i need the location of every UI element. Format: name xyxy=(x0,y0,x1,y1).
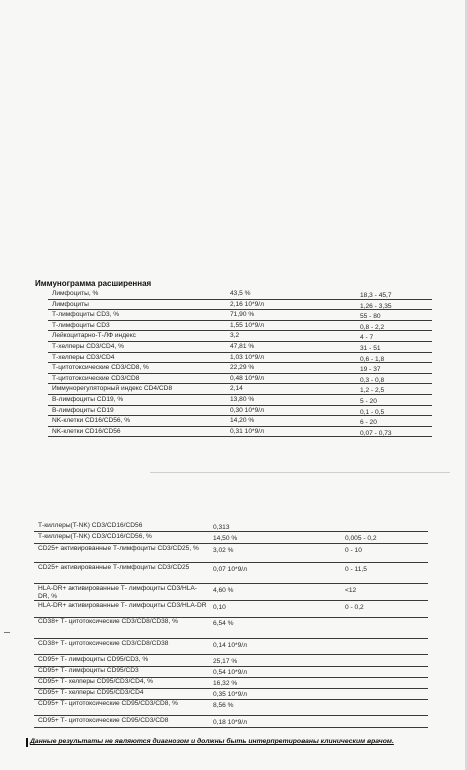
parameter-value: 0,18 10*9/л xyxy=(213,719,247,726)
row-rule xyxy=(48,362,432,363)
parameter-value: 6,54 % xyxy=(213,620,234,627)
reference-range: 55 - 80 xyxy=(360,313,381,321)
parameter-value: 0,14 10*9/л xyxy=(213,642,247,649)
parameter-name: В-лимфоциты CD19 xyxy=(52,406,114,414)
row-rule xyxy=(48,405,432,406)
disclaimer: Данные результаты не являются диагнозом и должны быть интерпретированы клиническим врачом. xyxy=(30,738,394,745)
row-rule xyxy=(48,426,432,427)
parameter-name: Т-хелперы CD3/CD4, % xyxy=(52,343,124,350)
parameter-value: 0,30 10*9/л xyxy=(230,406,264,414)
parameter-name: Т-лимфоциты CD3, % xyxy=(52,311,120,319)
parameter-name: HLA-DR+ активированные Т- лимфоциты CD3/HLA-DR xyxy=(38,602,207,609)
reference-range: 0 - 0,2 xyxy=(345,604,364,611)
parameter-name: NK-клетки CD16/CD56, % xyxy=(52,417,131,425)
reference-range: 0 - 10 xyxy=(345,547,362,554)
parameter-name: Т-лимфоциты CD3 xyxy=(52,321,110,329)
row-rule xyxy=(34,531,428,532)
row-rule xyxy=(48,373,432,374)
parameter-value: 0,10 xyxy=(213,604,226,611)
parameter-name: CD25+ активированные Т-лимфоциты CD3/CD25 xyxy=(38,564,190,571)
parameter-value: 8,56 % xyxy=(213,702,234,709)
reference-range: 31 - 51 xyxy=(360,345,381,352)
parameter-name: CD95+ Т- лимфоциты CD95/CD3 xyxy=(38,667,139,674)
parameter-value: 2,14 xyxy=(230,385,243,393)
reference-range: 0,3 - 0,8 xyxy=(360,376,385,384)
parameter-name: CD95+ Т- цитотоксические CD95/CD3/CD8 xyxy=(38,717,169,724)
parameter-name: CD95+ Т- лимфоциты CD95/CD3, % xyxy=(38,656,149,663)
parameter-value: 0,313 xyxy=(213,524,230,531)
parameter-value: 22,29 % xyxy=(230,364,255,372)
parameter-value: 14,20 % xyxy=(230,417,255,425)
row-rule xyxy=(48,341,432,342)
row-rule xyxy=(48,352,432,353)
parameter-name: CD38+ Т- цитотоксические CD3/CD8/CD38, % xyxy=(38,618,178,625)
parameter-name: Лимфоциты xyxy=(52,300,89,308)
row-rule xyxy=(34,727,428,728)
reference-range: 0,6 - 1,8 xyxy=(360,355,385,363)
parameter-value: 71,90 % xyxy=(230,311,255,319)
row-rule xyxy=(48,436,432,437)
parameter-name: Иммунорегуляторный индекс CD4/CD8 xyxy=(52,385,173,393)
parameter-value: 16,32 % xyxy=(213,680,238,687)
parameter-name: Т-хелперы CD3/CD4 xyxy=(52,353,115,361)
reference-range: 18,3 - 45,7 xyxy=(360,292,392,299)
reference-range: 6 - 20 xyxy=(360,419,377,427)
parameter-name: Т-цитотоксические CD3/CD8, % xyxy=(52,364,149,372)
reference-range: 4 - 7 xyxy=(360,334,374,342)
reference-range: 1,26 - 3,35 xyxy=(360,302,392,310)
reference-range: 0,005 - 0,2 xyxy=(345,535,377,542)
reference-range: 0,1 - 0,5 xyxy=(360,408,385,416)
row-rule xyxy=(48,415,432,416)
parameter-name: HLA-DR+ активированные Т- лимфоциты CD3/HLA-DR, % xyxy=(38,585,198,600)
page-separator xyxy=(150,472,450,473)
row-rule xyxy=(48,299,432,300)
footer-marker xyxy=(26,738,28,747)
parameter-value: 1,55 10*9/л xyxy=(230,321,264,329)
parameter-name: CD25+ активированные Т-лимфоциты CD3/CD25, % xyxy=(38,545,199,552)
parameter-name: Т-киллеры(T-NK) CD3/CD16/CD56, % xyxy=(38,533,152,540)
parameter-value: 13,80 % xyxy=(230,396,255,403)
reference-range: 19 - 37 xyxy=(360,366,381,374)
parameter-name: CD95+ Т- хелперы CD95/CD3/CD4 xyxy=(38,689,144,696)
reference-range: 0,07 - 0,73 xyxy=(360,429,392,437)
parameter-name: Т-цитотоксические CD3/CD8 xyxy=(52,374,140,382)
reference-range: 0,8 - 2,2 xyxy=(360,323,385,331)
parameter-value: 0,31 10*9/л xyxy=(230,427,264,435)
parameter-value: 3,2 xyxy=(230,332,240,340)
parameter-value: 1,03 10*9/л xyxy=(230,353,264,361)
row-rule xyxy=(48,394,432,395)
parameter-name: CD38+ Т- цитотоксические CD3/CD8/CD38 xyxy=(38,640,169,647)
parameter-name: Лимфоциты, % xyxy=(52,290,99,297)
row-rule xyxy=(34,715,428,716)
parameter-value: 0,35 10*9/л xyxy=(213,691,247,698)
reference-range: 1,2 - 2,5 xyxy=(360,387,385,395)
reference-range: <12 xyxy=(345,587,357,594)
parameter-value: 3,02 % xyxy=(213,547,234,554)
parameter-name: Лейкоцитарно-Т-ЛФ индекс xyxy=(52,332,136,340)
row-rule xyxy=(48,320,432,321)
parameter-name: CD95+ Т- хелперы CD95/CD3/CD4, % xyxy=(38,678,154,685)
reference-range: 0 - 11,5 xyxy=(345,566,367,573)
parameter-value: 47,81 % xyxy=(230,343,255,350)
parameter-name: NK-клетки CD16/CD56 xyxy=(52,427,121,435)
margin-mark xyxy=(4,632,10,633)
parameter-value: 2,16 10*9/л xyxy=(230,300,264,308)
parameter-value: 14,50 % xyxy=(213,535,238,542)
parameter-value: 43,5 % xyxy=(230,290,251,297)
row-rule xyxy=(34,562,428,563)
section-title: Иммунограмма расширенная xyxy=(35,279,152,288)
parameter-value: 25,17 % xyxy=(213,658,238,665)
row-rule xyxy=(48,309,432,310)
parameter-name: В-лимфоциты CD19, % xyxy=(52,396,124,403)
parameter-value: 0,48 10*9/л xyxy=(230,374,264,382)
row-rule xyxy=(34,654,428,655)
parameter-name: CD95+ Т- цитотоксические CD95/CD3/CD8, % xyxy=(38,700,178,707)
reference-range: 5 - 20 xyxy=(360,398,377,405)
parameter-value: 4,60 % xyxy=(213,587,234,594)
parameter-name: Т-киллеры(T-NK) CD3/CD16/CD56 xyxy=(38,522,143,529)
parameter-value: 0,07 10*9/л xyxy=(213,566,247,573)
row-rule xyxy=(34,600,428,601)
row-rule xyxy=(34,638,428,639)
row-rule xyxy=(34,583,428,584)
parameter-value: 0,54 10*9/л xyxy=(213,669,247,676)
row-rule xyxy=(34,543,428,544)
